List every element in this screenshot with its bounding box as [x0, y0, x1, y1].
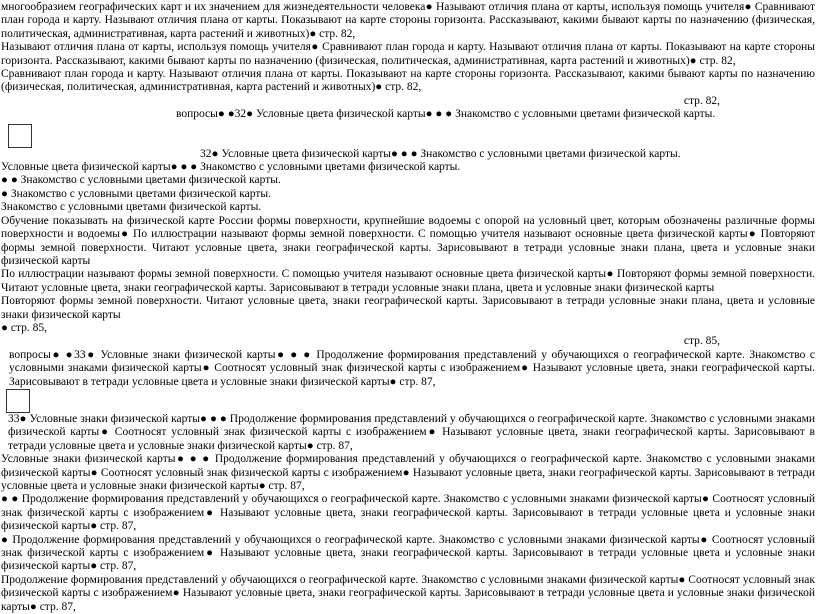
lesson-32-title: 32● Условные цвета физической карты● ● ● Знакомство с условными цветами физической карты.: [200, 147, 681, 160]
paragraph-colors-1: Условные цвета физической карты● ● ● Знакомство с условными цветами физической карты.: [1, 161, 461, 174]
checkbox-row-2: [0, 389, 816, 413]
paragraph-signs-2: ● ● Продолжение формирования представлений у обучающихся о географической карте. Знакомство с условными знаками физической карты● Соотносят условный знак физической карты с изображением● Называют условные цвета, знаки географической карты. Зарисовывают в тетради условные цвета и условные знаки физической карты● стр. 87,: [1, 493, 815, 533]
paragraph-signs-3: ● Продолжение формирования представлений у обучающихся о географической карте. Знакомство с условными знаками физической карты● Соотносят условный знак физической карты с изображением● Называют условные цвета, знаки географической карты. Зарисовывают в тетради условные цвета и условные знаки физической карты● стр. 87,: [1, 533, 815, 573]
lesson-33-row: вопросы● ●33● Условные знаки физической карты● ● ● Продолжение формирования представлений у обучающихся о географической карте. Знакомство с условными знаками физической карты● Соотносят условный знак физической карты с изображением● Называют условные цвета, знаки географической карты. Зарисовывают в тетради условные цвета и условные знаки физической карты● стр. 87,: [9, 348, 815, 388]
paragraph-teaching-3: Повторяют формы земной поверхности. Читают условные цвета, знаки географической карты. Зарисовывают в тетради условные знаки плана, цвета и условные знаки физической карты: [1, 295, 815, 321]
checkbox-square[interactable]: [8, 124, 32, 148]
lesson-32-row: вопросы● ●32● Условные цвета физической карты● ● ● Знакомство с условными цветами физической карты.: [176, 108, 716, 121]
page-ref-85: стр. 85,: [683, 335, 720, 348]
paragraph-2: Называют отличия плана от карты, используя помощь учителя● Сравнивают план города и карту. Называют отличия плана от карты. Показывают на карте стороны горизонта. Рассказывают, какими бывают карты по назначению (физическая, политическая, административная, карта растений и животных)● стр. 82,: [1, 41, 815, 67]
paragraph-signs-4: Продолжение формирования представлений у обучающихся о географической карте. Знакомство с условными знаками физической карты● Соотносят условный знак физической карты с изображением● Называют условные цвета, знаки географической карты. Зарисовывают в тетради условные цвета и условные знаки физической карты● стр. 87,: [1, 573, 815, 613]
paragraph-signs-1: Условные знаки физической карты● ● ● Продолжение формирования представлений у обучающихся о географической карте. Знакомство с условными знаками физической карты● Соотносят условный знак физической карты с изображением● Называют условные цвета, знаки географической карты. Зарисовывают в тетради условные цвета и условные знаки физической карты● стр. 87,: [1, 453, 815, 492]
page-ref-82: стр. 82,: [683, 94, 720, 107]
paragraph-teaching-2: По иллюстрации называют формы земной поверхности. С помощью учителя называют основные цвета физической карты● Повторяют формы земной поверхности. Читают условные цвета, знаки географической карты. Зарисовывают в тетради условные знаки плана, цвета и условные знаки физической карты: [1, 268, 815, 294]
paragraph-colors-4: Знакомство с условными цветами физической карты.: [1, 201, 262, 214]
paragraph-colors-3: ● Знакомство с условными цветами физической карты.: [1, 187, 272, 200]
paragraph-colors-2: ● ● Знакомство с условными цветами физической карты.: [1, 174, 281, 187]
document-page: [0, 1, 816, 614]
paragraph-3: Сравнивают план города и карту. Называют отличия плана от карты. Показывают на карте стороны горизонта. Рассказывают, какими бывают карты по назначению (физическая, политическая, административная, карта растений и животных)● стр. 82,: [1, 68, 815, 94]
checkbox-row-1: [0, 122, 816, 148]
page-ref-85-bullet: ● стр. 85,: [1, 321, 47, 334]
paragraph-teaching-1: Обучение показывать на физической карте России формы поверхности, крупнейшие водоемы с опорой на условный цвет, которым обозначены различные формы поверхности и водоемы● По иллюстрации называют формы земной поверхности. С помощью учителя называют основные цвета физической карты● Повторяют формы земной поверхности. Читают условные цвета, знаки географической карты. Зарисовывают в тетради условные знаки плана, цвета и условные знаки физической карты: [1, 214, 815, 267]
paragraph-1: многообразием географических карт и их значением для жизнедеятельности человека● Называют отличия плана от карты, используя помощь учителя● Сравнивают план города и карту. Называют отличия плана от карты. Показывают на карте стороны горизонта. Рассказывают, какими бывают карты по назначению (физическая, политическая, административная, карта растений и животных)● стр. 82,: [1, 1, 815, 40]
lesson-33-title: 33● Условные знаки физической карты● ● ● Продолжение формирования представлений у обучающихся о географической карте. Знакомство с условными знаками физической карты● Соотносят условный знак физической карты с изображением● Называют условные цвета, знаки географической карты. Зарисовывают в тетради условные цвета и условные знаки физической карты● стр. 87,: [8, 412, 815, 452]
checkbox-square[interactable]: [6, 389, 30, 413]
